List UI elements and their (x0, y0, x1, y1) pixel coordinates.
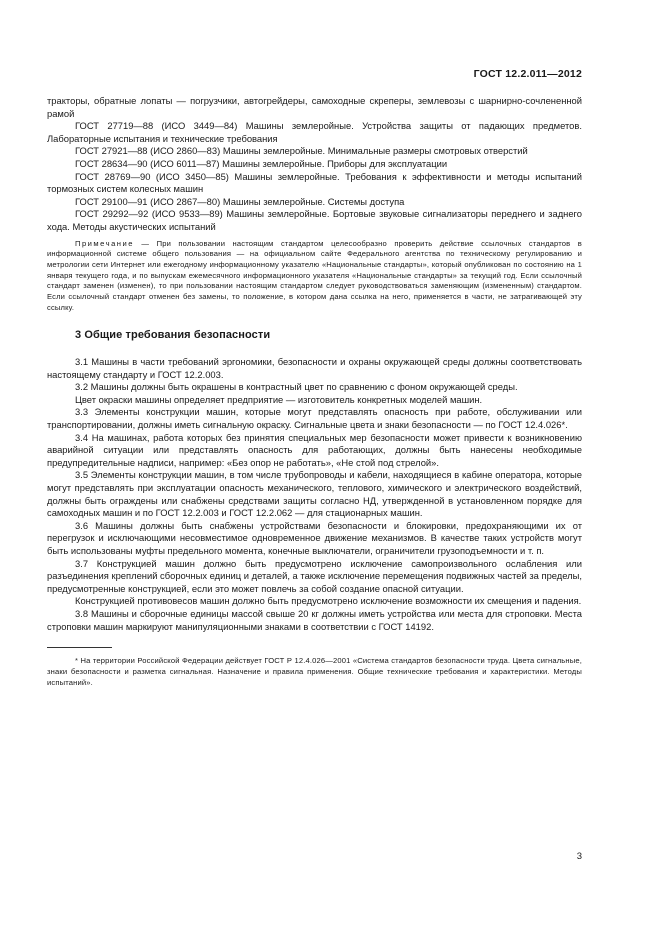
reference-item: ГОСТ 29100—91 (ИСО 2867—80) Машины землеройные. Системы доступа (75, 195, 405, 207)
page-body (47, 95, 582, 688)
reference-item: ГОСТ 27719—88 (ИСО 3449—84) Машины землеройные. Устройства защиты от падающих предметов. Лабораторные испытания и технические требования (47, 120, 582, 144)
footnote-divider (47, 647, 112, 648)
clause-paragraph: 3.2 Машины должны быть окрашены в контрастный цвет по сравнению с фоном окружающей среды. (75, 381, 518, 393)
clause-paragraph: 3.1 Машины в части требований эргономики, безопасности и охраны окружающей среды должны соответствовать настоящему стандарту и ГОСТ 12.2.003. (47, 356, 582, 380)
footnote: * На территории Российской Федерации действует ГОСТ Р 12.4.026—2001 «Система стандартов безопасности труда. Цвета сигнальные, знаки безопасности и разметка сигнальная. Назначение и правила применения. Общие технические требования и характеристики. Методы испытаний». (47, 656, 582, 687)
clause-paragraph: 3.4 На машинах, работа которых без принятия специальных мер безопасности может привести к возникновению аварийной ситуации или представлять опасность для работающих, должны быть нанесены необходимые предупредительные надписи, например: «Без опор не работать», «Не стой под стрелой». (47, 431, 582, 468)
clause-paragraph: Конструкцией противовесов машин должно быть предусмотрено исключение возможности их смещения и падения. (75, 595, 582, 607)
note-text: — При пользовании настоящим стандартом целесообразно проверить действие ссылочных стандартов в информационной системе общего пользования — на официальном сайте Федерального агентства по техническому регулированию и метрологии сети Интернет или ежегодному информационному указателю «Национальные стандарты», который опубликован по состоянию на 1 января текущего года, и по выпускам ежемесячного информационного указателя «Национальные стандарты» за текущий год. Если ссылочный стандарт заменен (изменен), то при пользовании настоящим стандартом следует руководствоваться заменяющим (измененным) стандартом. Если ссылочный стандарт отменен без замены, то положение, в котором дана ссылка на него, применяется в части, не затрагивающей эту ссылку. (47, 238, 582, 312)
reference-item: ГОСТ 27921—88 (ИСО 2860—83) Машины землеройные. Минимальные размеры смотровых отверстий (75, 145, 528, 157)
reference-item: ГОСТ 29292—92 (ИСО 9533—89) Машины землеройные. Бортовые звуковые сигнализаторы переднего и заднего хода. Методы акустических испытаний (47, 208, 582, 232)
note-block (47, 239, 582, 314)
clause-paragraph: 3.6 Машины должны быть снабжены устройствами безопасности и блокировки, предохраняющими их от перегрузок и исключающими несовместимое одновременное движение механизмов. В качестве таких устройств могут быть использованы муфты предельного момента, конечные выключатели, ограничители грузоподъемности и т. п. (47, 519, 582, 556)
reference-item: ГОСТ 28634—90 (ИСО 6011—87) Машины землеройные. Приборы для эксплуатации (75, 157, 448, 169)
page-number: 3 (576, 851, 582, 862)
clause-paragraph: 3.3 Элементы конструкции машин, которые могут представлять опасность при работе, обслуживании или транспортировании, должны иметь сигнальную окраску. Сигнальные цвета и знаки безопасности — по ГОСТ 12.4.026*. (47, 406, 582, 431)
note-lead: Примечание (75, 238, 134, 248)
clause-paragraph: 3.7 Конструкцией машин должно быть предусмотрено исключение самопроизвольного ослабления или разъединения креплений сборочных единиц и деталей, а также исключение перемещения подвижных частей за пределы, предусмотренные конструкцией, если это может повлечь за собой создание опасной ситуации. (47, 557, 582, 594)
section-heading: 3 Общие требования безопасности (75, 329, 271, 342)
running-header: ГОСТ 12.2.011—2012 (473, 68, 582, 80)
clause-paragraph: 3.8 Машины и сборочные единицы массой свыше 20 кг должны иметь устройства или места для строповки. Места строповки машин маркируют манипуляционными знаками в соответствии с ГОСТ 14192. (47, 607, 582, 632)
reference-continuation: тракторы, обратные лопаты — погрузчики, автогрейдеры, самоходные скреперы, землевозы с шарнирно-сочлененной рамой (47, 95, 582, 119)
clause-paragraph: Цвет окраски машины определяет предприятие — изготовитель конкретных моделей машин. (75, 393, 483, 405)
clause-paragraph: 3.5 Элементы конструкции машин, в том числе трубопроводы и кабели, находящиеся в кабине оператора, которые могут представлять при эксплуатации опасность механического, теплового, химического и электрического воздействий, должны быть ограждены или снабжены средствами защиты согласно НД, утвержденной в установленном порядке для самоходных машин и по ГОСТ 12.2.003 и ГОСТ 12.2.062 — для стационарных машин. (47, 469, 582, 519)
reference-item: ГОСТ 28769—90 (ИСО 3450—85) Машины землеройные. Требования к эффективности и методы испытаний тормозных систем колесных машин (47, 170, 582, 195)
